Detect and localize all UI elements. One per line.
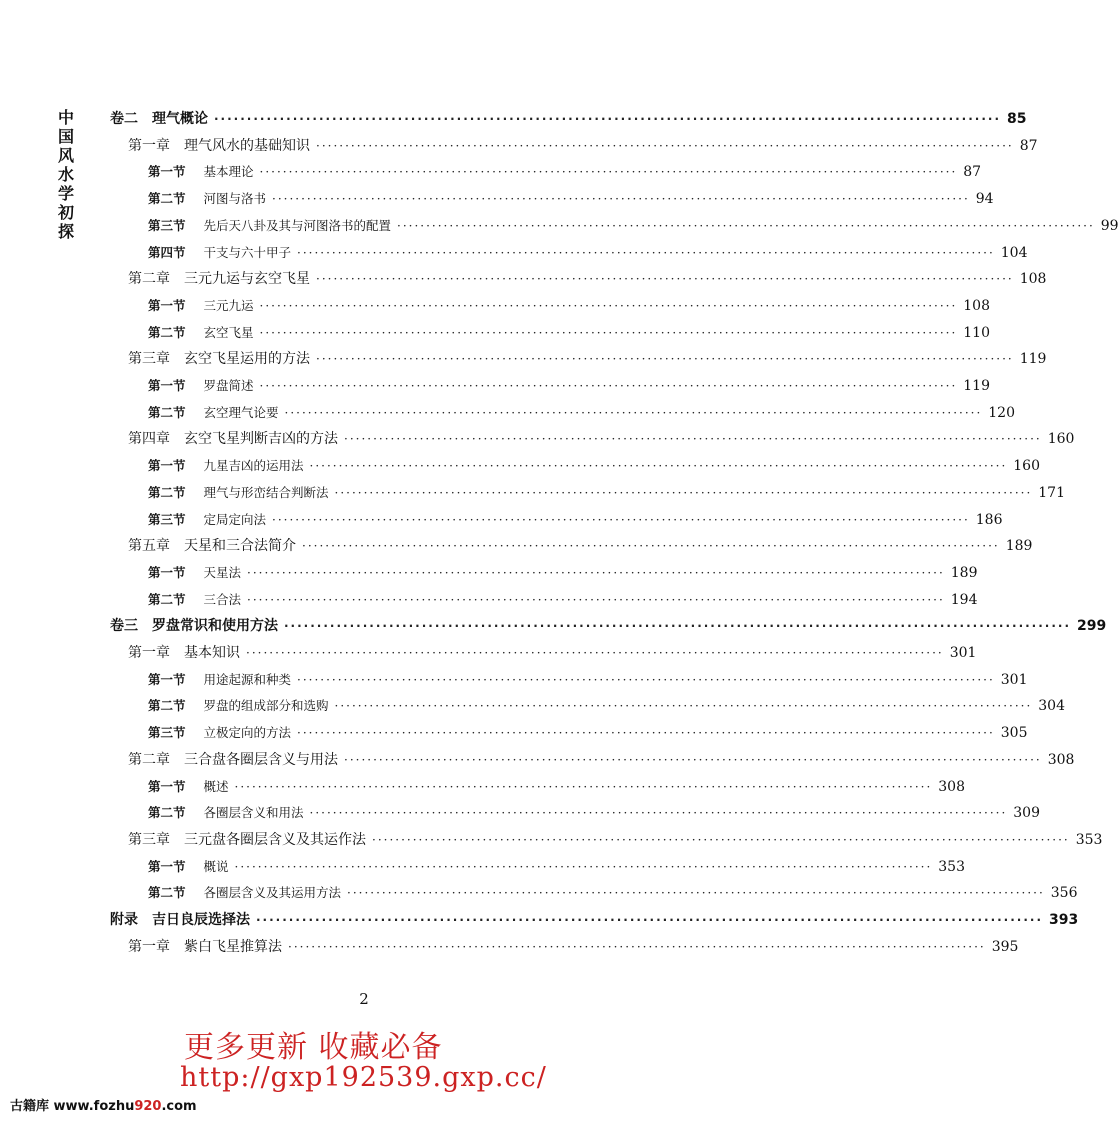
toc-entry-label bbox=[148, 373, 260, 399]
toc-leader-dots: ························································································································ bbox=[297, 245, 995, 260]
toc-entry[interactable] bbox=[128, 640, 977, 666]
toc-entry-number: 第五章 bbox=[128, 538, 170, 555]
toc-entry-label bbox=[110, 106, 214, 132]
toc-entry-number: 第三节 bbox=[148, 511, 186, 527]
toc-entry-number: 第二节 bbox=[148, 484, 186, 500]
toc-entry-title: 各圈层含义和用法 bbox=[203, 805, 304, 821]
toc-entry-number: 第一节 bbox=[148, 778, 186, 794]
toc-entry[interactable] bbox=[128, 266, 1047, 292]
toc-entry[interactable] bbox=[128, 426, 1075, 452]
toc-entry-page: 393 bbox=[1049, 912, 1079, 928]
toc-entry-page: 108 bbox=[963, 297, 990, 314]
side-title-char: 风 bbox=[57, 146, 74, 165]
toc-entry[interactable] bbox=[148, 720, 1028, 746]
toc-entry-number: 附录 bbox=[110, 912, 138, 928]
toc-entry-title: 理气概论 bbox=[152, 111, 208, 127]
toc-entry[interactable] bbox=[128, 346, 1047, 372]
toc-entry-label bbox=[128, 346, 316, 372]
toc-entry-number: 第一节 bbox=[148, 858, 186, 874]
toc-entry-label bbox=[148, 159, 260, 185]
toc-leader-dots: ························································································································ bbox=[309, 806, 1008, 821]
toc-entry-label bbox=[128, 266, 316, 292]
toc-entry-number: 第一节 bbox=[148, 671, 186, 687]
toc-entry-page: 309 bbox=[1013, 805, 1040, 822]
toc-entry-label bbox=[128, 747, 344, 773]
toc-entry-number: 第二节 bbox=[148, 324, 186, 340]
toc-leader-dots: ························································································································ bbox=[234, 779, 933, 794]
toc-entry-page: 356 bbox=[1050, 885, 1078, 902]
toc-leader-dots: ························································································································ bbox=[297, 726, 995, 741]
toc-entry-label bbox=[148, 800, 310, 826]
toc-entry-label bbox=[110, 613, 284, 639]
toc-entry-number: 第二节 bbox=[148, 191, 186, 207]
toc-entry-title: 罗盘的组成部分和选购 bbox=[203, 698, 329, 714]
toc-entry-page: 110 bbox=[963, 324, 990, 341]
toc-leader-dots: ························································································································ bbox=[297, 672, 995, 687]
toc-entry-number: 第二节 bbox=[148, 885, 186, 901]
toc-leader-dots: ························································································································ bbox=[247, 592, 945, 607]
toc-entry[interactable] bbox=[148, 320, 990, 346]
toc-entry[interactable] bbox=[148, 213, 1119, 239]
vertical-book-title bbox=[56, 108, 76, 241]
toc-entry-number: 第一节 bbox=[148, 164, 186, 180]
toc-entry[interactable] bbox=[148, 159, 982, 185]
toc-entry-number: 第二章 bbox=[128, 271, 170, 288]
toc-entry[interactable] bbox=[110, 106, 1027, 132]
toc-entry-label bbox=[148, 320, 260, 346]
watermark-slogan: 更多更新 收藏必备 bbox=[184, 1030, 443, 1065]
toc-entry-number: 卷二 bbox=[110, 111, 138, 127]
toc-entry-page: 301 bbox=[1000, 671, 1028, 688]
toc-entry-number: 第三章 bbox=[128, 831, 170, 848]
toc-entry-title: 天星和三合法简介 bbox=[184, 538, 296, 555]
toc-entry-title: 三元盘各圈层含义及其运作法 bbox=[184, 831, 366, 848]
toc-leader-dots: ························································································································ bbox=[334, 485, 1033, 500]
toc-entry-title: 理气风水的基础知识 bbox=[184, 137, 310, 154]
toc-leader-dots: ························································································································ bbox=[246, 646, 944, 660]
toc-entry-number: 第二节 bbox=[148, 805, 186, 821]
toc-entry[interactable] bbox=[148, 293, 990, 319]
toc-entry-number: 第二章 bbox=[128, 751, 170, 768]
toc-leader-dots: ························································································································ bbox=[316, 352, 1014, 367]
toc-entry[interactable] bbox=[110, 613, 1107, 639]
toc-entry-title: 三合盘各圈层含义与用法 bbox=[184, 751, 338, 768]
toc-entry-label bbox=[128, 640, 246, 666]
toc-entry-label bbox=[148, 213, 397, 239]
toc-entry[interactable] bbox=[148, 453, 1040, 479]
toc-entry-label bbox=[148, 480, 335, 506]
toc-leader-dots: ························································································································ bbox=[397, 218, 1095, 233]
toc-entry[interactable] bbox=[110, 907, 1079, 933]
toc-entry-number: 第一章 bbox=[128, 137, 170, 154]
toc-entry-page: 299 bbox=[1077, 618, 1107, 635]
toc-entry[interactable] bbox=[148, 667, 1028, 693]
toc-entry-label bbox=[148, 400, 285, 426]
toc-entry-title: 玄空飞星运用的方法 bbox=[184, 351, 310, 368]
toc-entry-number: 第三章 bbox=[128, 351, 170, 368]
footer-prefix: 古籍库 www.fozhu bbox=[10, 1099, 135, 1114]
side-title-char: 国 bbox=[57, 127, 74, 146]
toc-leader-dots: ························································································································ bbox=[247, 565, 945, 580]
toc-entry-page: 308 bbox=[1047, 751, 1075, 768]
toc-entry[interactable] bbox=[148, 854, 965, 880]
toc-leader-dots: ························································································································ bbox=[259, 298, 958, 313]
toc-entry-page: 308 bbox=[938, 778, 965, 795]
toc-entry-label bbox=[148, 560, 247, 586]
toc-entry-title: 定局定向法 bbox=[203, 511, 267, 527]
toc-entry-label bbox=[128, 426, 344, 452]
toc-entry[interactable] bbox=[128, 747, 1075, 773]
toc-entry-title: 三合法 bbox=[203, 591, 242, 607]
toc-leader-dots: ························································································································ bbox=[316, 138, 1014, 153]
toc-entry-title: 理气与形峦结合判断法 bbox=[203, 484, 329, 500]
toc-entry-label bbox=[148, 854, 235, 880]
toc-entry-label bbox=[148, 186, 272, 212]
toc-entry-number: 卷三 bbox=[110, 618, 138, 635]
toc-entry-title: 干支与六十甲子 bbox=[203, 244, 292, 260]
toc-leader-dots: ························································································································ bbox=[272, 192, 970, 207]
toc-leader-dots: ························································································································ bbox=[259, 379, 958, 393]
side-title-char: 水 bbox=[57, 165, 74, 184]
toc-entry-number: 第四章 bbox=[128, 431, 170, 448]
toc-entry-title: 基本理论 bbox=[203, 164, 254, 180]
toc-entry-label bbox=[148, 507, 272, 533]
toc-leader-dots: ························································································································ bbox=[344, 432, 1042, 447]
toc-entry-title: 概述 bbox=[203, 778, 229, 794]
toc-entry-page: 87 bbox=[1019, 137, 1038, 154]
toc-entry-number: 第二节 bbox=[148, 698, 186, 714]
toc-entry[interactable] bbox=[148, 880, 1078, 906]
footer-accent: 920 bbox=[134, 1099, 162, 1114]
toc-entry-number: 第一节 bbox=[148, 458, 186, 474]
toc-entry-title: 基本知识 bbox=[184, 645, 240, 661]
toc-entry-number: 第二节 bbox=[148, 404, 186, 420]
toc-entry-label bbox=[148, 774, 235, 800]
toc-entry-title: 九星吉凶的运用法 bbox=[203, 458, 304, 474]
toc-entry[interactable] bbox=[148, 480, 1065, 506]
toc-entry-page: 119 bbox=[963, 378, 990, 394]
toc-leader-dots: ························································································································ bbox=[284, 619, 1072, 634]
toc-entry-label bbox=[148, 667, 297, 693]
toc-entry[interactable] bbox=[148, 507, 1003, 533]
toc-entry-page: 120 bbox=[988, 404, 1015, 421]
toc-entry-title: 河图与洛书 bbox=[203, 191, 267, 207]
toc-entry-label bbox=[148, 587, 247, 613]
toc-entry-label bbox=[128, 533, 302, 559]
toc-entry-number: 第一节 bbox=[148, 564, 186, 580]
toc-entry[interactable] bbox=[128, 533, 1033, 559]
toc-entry-title: 立极定向的方法 bbox=[203, 725, 292, 741]
toc-entry[interactable] bbox=[148, 693, 1065, 719]
toc-leader-dots: ························································································································ bbox=[372, 832, 1070, 847]
toc-entry-page: 189 bbox=[1005, 538, 1033, 555]
toc-entry[interactable] bbox=[148, 240, 1028, 266]
toc-entry-number: 第一章 bbox=[128, 938, 170, 955]
toc-entry-label bbox=[128, 934, 288, 960]
toc-entry-page: 160 bbox=[1047, 431, 1075, 448]
toc-entry-title: 用途起源和种类 bbox=[203, 671, 292, 687]
toc-entry-label bbox=[148, 240, 297, 266]
toc-leader-dots: ························································································································ bbox=[214, 112, 1002, 126]
footer-suffix: .com bbox=[161, 1099, 197, 1114]
toc-entry-number: 第三节 bbox=[148, 725, 186, 741]
toc-entry-page: 353 bbox=[1075, 831, 1103, 848]
toc-entry-number: 第四节 bbox=[148, 244, 186, 260]
site-footer[interactable] bbox=[10, 1095, 197, 1114]
toc-entry-title: 概说 bbox=[203, 858, 229, 874]
toc-leader-dots: ························································································································ bbox=[302, 539, 1000, 554]
toc-entry-page: 87 bbox=[963, 164, 982, 181]
toc-entry[interactable] bbox=[148, 400, 1015, 426]
toc-entry-title: 三元九运与玄空飞星 bbox=[184, 271, 310, 288]
toc-entry-page: 305 bbox=[1000, 725, 1028, 742]
toc-entry-label bbox=[148, 453, 310, 479]
toc-entry-title: 玄空理气论要 bbox=[203, 404, 279, 420]
toc-leader-dots: ························································································································ bbox=[347, 886, 1045, 901]
toc-entry-title: 先后天八卦及其与河图洛书的配置 bbox=[203, 217, 392, 233]
toc-entry-number: 第一节 bbox=[148, 297, 186, 313]
watermark-url[interactable]: http://gxp192539.gxp.cc/ bbox=[180, 1062, 547, 1093]
toc-entry-label bbox=[148, 880, 347, 906]
side-title-char: 中 bbox=[57, 108, 74, 127]
toc-entry-label bbox=[148, 293, 260, 319]
toc-leader-dots: ························································································································ bbox=[234, 859, 933, 874]
toc-entry-title: 吉日良辰选择法 bbox=[152, 912, 250, 928]
toc-entry-number: 第一节 bbox=[148, 378, 186, 393]
toc-entry-label bbox=[148, 693, 335, 719]
toc-entry-page: 94 bbox=[975, 191, 994, 208]
toc-entry-page: 301 bbox=[949, 645, 977, 661]
toc-entry[interactable] bbox=[148, 800, 1040, 826]
toc-entry[interactable] bbox=[148, 774, 965, 800]
toc-entry-title: 三元九运 bbox=[203, 297, 254, 313]
toc-entry[interactable] bbox=[128, 934, 1019, 960]
side-title-char: 初 bbox=[57, 203, 74, 222]
toc-entry-page: 194 bbox=[950, 591, 978, 608]
toc-entry-page: 171 bbox=[1038, 484, 1065, 501]
toc-entry[interactable] bbox=[148, 560, 978, 586]
toc-entry-title: 玄空飞星 bbox=[203, 324, 254, 340]
toc-entry-page: 99 bbox=[1100, 217, 1119, 234]
toc-entry-number: 第一章 bbox=[128, 645, 170, 661]
toc-leader-dots: ························································································································ bbox=[272, 512, 970, 527]
toc-entry-number: 第二节 bbox=[148, 591, 186, 607]
toc-entry-label bbox=[110, 907, 256, 933]
toc-entry-page: 189 bbox=[950, 564, 978, 581]
toc-entry-label bbox=[128, 133, 316, 159]
toc-leader-dots: ························································································································ bbox=[334, 699, 1033, 714]
toc-entry-number: 第三节 bbox=[148, 217, 186, 233]
toc-entry[interactable] bbox=[128, 827, 1103, 853]
toc-entry-page: 85 bbox=[1007, 111, 1027, 127]
toc-entry-page: 186 bbox=[975, 511, 1003, 528]
toc-entry-page: 304 bbox=[1038, 698, 1065, 715]
toc-entry-title: 紫白飞星推算法 bbox=[184, 938, 282, 955]
toc-leader-dots: ························································································································ bbox=[256, 913, 1044, 927]
side-title-char: 学 bbox=[57, 184, 74, 203]
toc-entry-title: 罗盘简述 bbox=[203, 378, 254, 393]
toc-entry-page: 104 bbox=[1000, 244, 1028, 261]
toc-entry-label bbox=[148, 720, 297, 746]
toc-entry-label bbox=[128, 827, 372, 853]
toc-entry[interactable] bbox=[148, 587, 978, 613]
toc-entry[interactable] bbox=[128, 133, 1038, 159]
toc-entry-title: 天星法 bbox=[203, 564, 242, 580]
toc-entry-title: 玄空飞星判断吉凶的方法 bbox=[184, 431, 338, 448]
toc-leader-dots: ························································································································ bbox=[259, 165, 958, 180]
toc-leader-dots: ························································································································ bbox=[284, 405, 983, 420]
toc-leader-dots: ························································································································ bbox=[309, 459, 1008, 474]
toc-leader-dots: ························································································································ bbox=[316, 272, 1014, 287]
toc-entry-title: 各圈层含义及其运用方法 bbox=[203, 885, 342, 901]
toc-entry-page: 395 bbox=[991, 938, 1019, 955]
toc-leader-dots: ························································································································ bbox=[344, 752, 1042, 767]
toc-leader-dots: ························································································································ bbox=[288, 939, 986, 954]
toc-entry-page: 108 bbox=[1019, 271, 1047, 288]
toc-entry-title: 罗盘常识和使用方法 bbox=[152, 618, 278, 635]
side-title-char: 探 bbox=[57, 222, 74, 241]
toc-entry[interactable] bbox=[148, 373, 990, 399]
toc-entry-page: 160 bbox=[1013, 458, 1040, 475]
toc-entry-page: 353 bbox=[938, 858, 965, 875]
toc-entry-page: 119 bbox=[1019, 351, 1047, 368]
toc-entry[interactable] bbox=[148, 186, 994, 212]
page-number: 2 bbox=[359, 990, 369, 1008]
toc-leader-dots: ························································································································ bbox=[259, 325, 958, 340]
